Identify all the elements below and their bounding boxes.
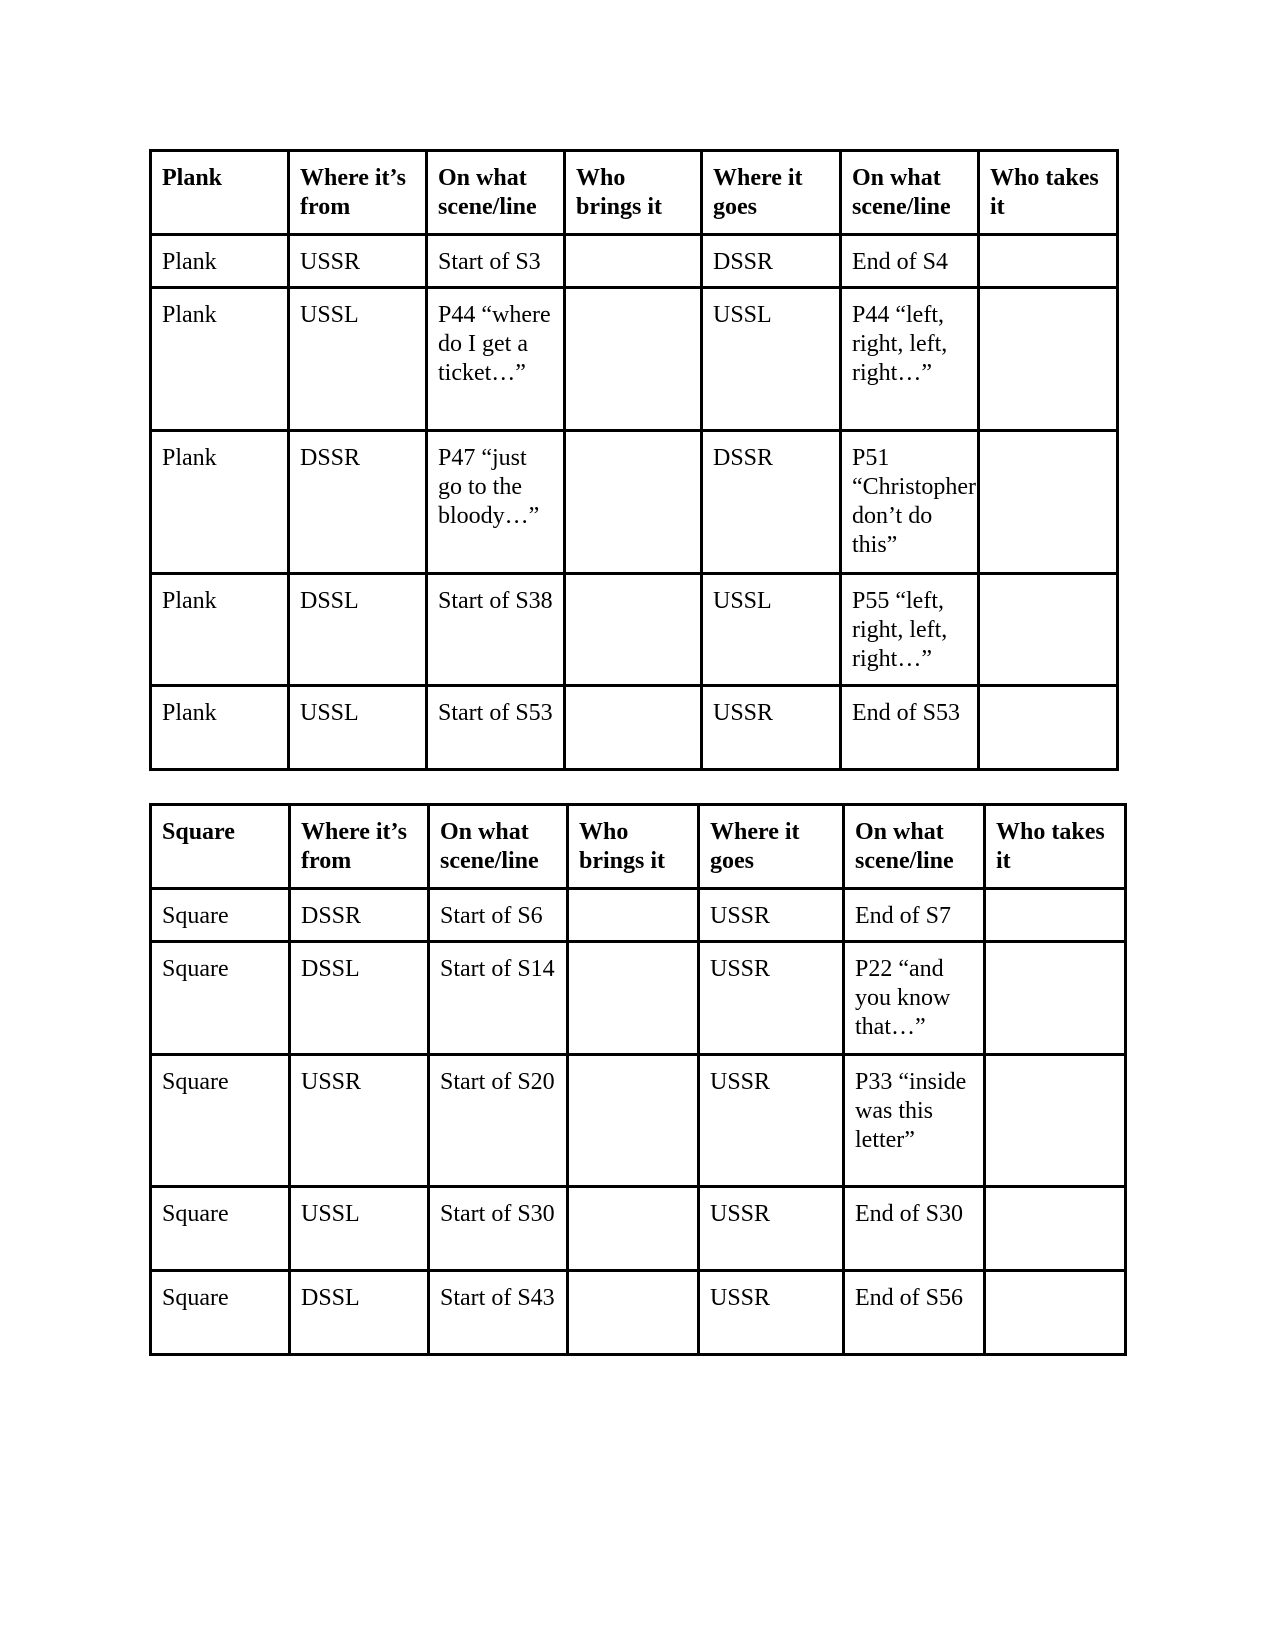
cell-item: Square (151, 1271, 290, 1355)
cell-where-goes: DSSR (702, 235, 841, 288)
cell-item: Square (151, 889, 290, 942)
cell-who-brings (565, 574, 702, 686)
cell-where-goes: USSR (699, 1187, 844, 1271)
cell-who-brings (565, 235, 702, 288)
cell-who-takes (979, 235, 1118, 288)
cell-who-takes (985, 1187, 1126, 1271)
header-to-scene-line: On what scene/line (841, 151, 979, 235)
cell-item: Plank (151, 686, 289, 770)
cell-who-brings (565, 288, 702, 431)
header-from-scene-line: On what scene/line (427, 151, 565, 235)
cell-where-goes: USSL (702, 288, 841, 431)
plank-props-table (149, 149, 1119, 771)
cell-where-from: DSSL (290, 942, 429, 1055)
square-header-row (151, 805, 1126, 889)
cell-where-from: USSL (289, 288, 427, 431)
cell-from-scene-line: Start of S53 (427, 686, 565, 770)
cell-from-scene-line: Start of S3 (427, 235, 565, 288)
cell-where-from: DSSL (289, 574, 427, 686)
table-row (151, 1187, 1126, 1271)
cell-who-takes (985, 1055, 1126, 1187)
header-who-brings: Who brings it (568, 805, 699, 889)
cell-where-goes: USSL (702, 574, 841, 686)
cell-who-brings (568, 1271, 699, 1355)
header-item: Square (151, 805, 290, 889)
cell-where-goes: USSR (699, 942, 844, 1055)
cell-from-scene-line: Start of S6 (429, 889, 568, 942)
header-who-takes: Who takes it (985, 805, 1126, 889)
cell-where-from: USSR (289, 235, 427, 288)
table-row (151, 1055, 1126, 1187)
header-to-scene-line: On what scene/line (844, 805, 985, 889)
cell-who-takes (985, 1271, 1126, 1355)
table-row (151, 235, 1118, 288)
cell-who-brings (568, 1187, 699, 1271)
cell-who-takes (985, 942, 1126, 1055)
table-row (151, 574, 1118, 686)
plank-header-row (151, 151, 1118, 235)
table-row (151, 1271, 1126, 1355)
table-row (151, 686, 1118, 770)
header-where-goes: Where it goes (699, 805, 844, 889)
cell-from-scene-line: Start of S30 (429, 1187, 568, 1271)
cell-who-takes (979, 574, 1118, 686)
cell-where-goes: USSR (699, 1271, 844, 1355)
cell-from-scene-line: P47 “just go to the bloody…” (427, 431, 565, 574)
cell-to-scene-line: End of S4 (841, 235, 979, 288)
cell-to-scene-line: P44 “left, right, left, right…” (841, 288, 979, 431)
header-where-from: Where it’s from (290, 805, 429, 889)
square-props-table (149, 803, 1127, 1356)
cell-item: Square (151, 942, 290, 1055)
cell-from-scene-line: Start of S14 (429, 942, 568, 1055)
cell-who-takes (979, 288, 1118, 431)
cell-item: Plank (151, 431, 289, 574)
cell-who-brings (565, 431, 702, 574)
cell-who-brings (568, 1055, 699, 1187)
header-where-from: Where it’s from (289, 151, 427, 235)
header-from-scene-line: On what scene/line (429, 805, 568, 889)
cell-to-scene-line: P55 “left, right, left, right…” (841, 574, 979, 686)
header-item: Plank (151, 151, 289, 235)
header-who-takes: Who takes it (979, 151, 1118, 235)
cell-to-scene-line: End of S53 (841, 686, 979, 770)
cell-who-takes (979, 686, 1118, 770)
cell-item: Square (151, 1187, 290, 1271)
cell-item: Plank (151, 288, 289, 431)
cell-where-goes: USSR (699, 1055, 844, 1187)
table-row (151, 431, 1118, 574)
cell-from-scene-line: Start of S43 (429, 1271, 568, 1355)
cell-to-scene-line: P51 “Christopher don’t do this” (841, 431, 979, 574)
cell-where-from: DSSR (289, 431, 427, 574)
table-row (151, 942, 1126, 1055)
cell-who-brings (568, 942, 699, 1055)
cell-where-from: USSL (290, 1187, 429, 1271)
cell-where-goes: DSSR (702, 431, 841, 574)
cell-where-from: USSL (289, 686, 427, 770)
cell-to-scene-line: P22 “and you know that…” (844, 942, 985, 1055)
cell-from-scene-line: Start of S38 (427, 574, 565, 686)
cell-to-scene-line: End of S56 (844, 1271, 985, 1355)
header-where-goes: Where it goes (702, 151, 841, 235)
cell-from-scene-line: P44 “where do I get a ticket…” (427, 288, 565, 431)
cell-to-scene-line: End of S7 (844, 889, 985, 942)
cell-where-goes: USSR (699, 889, 844, 942)
cell-who-brings (565, 686, 702, 770)
cell-from-scene-line: Start of S20 (429, 1055, 568, 1187)
cell-who-takes (985, 889, 1126, 942)
cell-who-brings (568, 889, 699, 942)
cell-to-scene-line: P33 “inside was this letter” (844, 1055, 985, 1187)
cell-where-from: DSSR (290, 889, 429, 942)
cell-item: Plank (151, 574, 289, 686)
cell-where-from: USSR (290, 1055, 429, 1187)
cell-to-scene-line: End of S30 (844, 1187, 985, 1271)
header-who-brings: Who brings it (565, 151, 702, 235)
table-row (151, 889, 1126, 942)
cell-item: Square (151, 1055, 290, 1187)
cell-where-goes: USSR (702, 686, 841, 770)
cell-item: Plank (151, 235, 289, 288)
cell-where-from: DSSL (290, 1271, 429, 1355)
table-row (151, 288, 1118, 431)
cell-who-takes (979, 431, 1118, 574)
